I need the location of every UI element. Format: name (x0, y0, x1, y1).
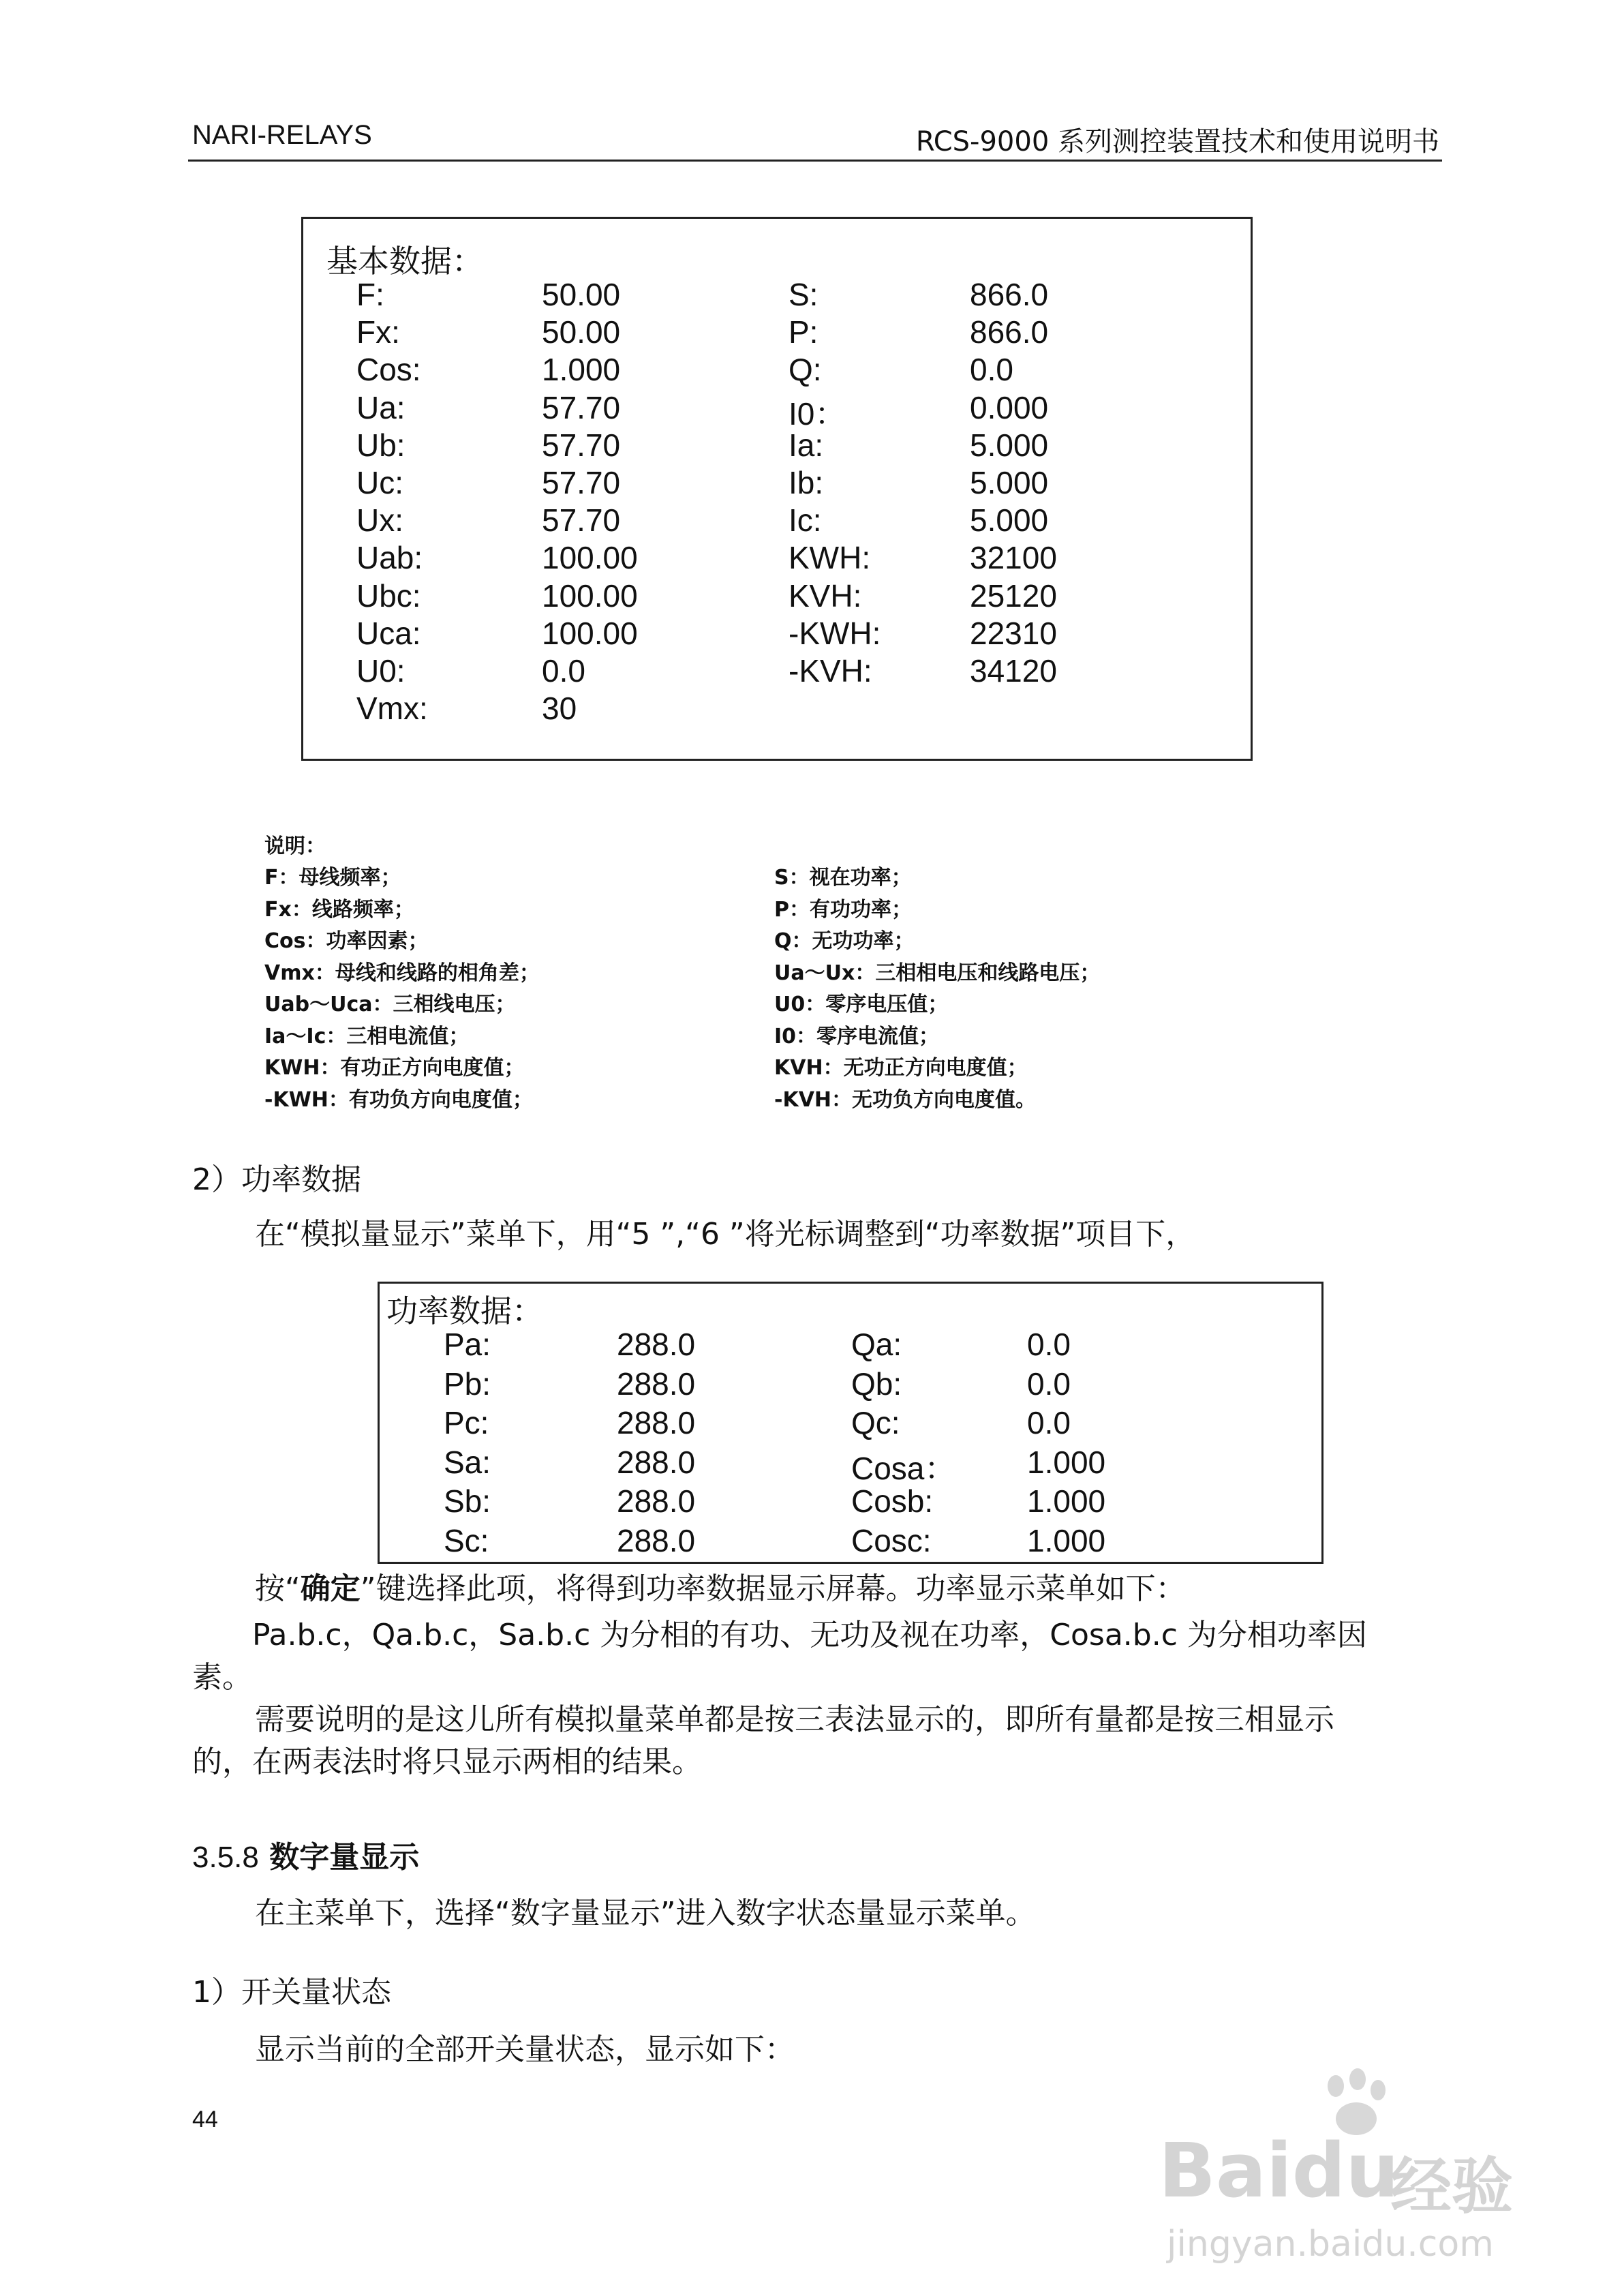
basic-value-right: 0.0 (970, 352, 1013, 388)
basic-value-right: 32100 (970, 540, 1057, 576)
paragraph-note: 需要说明的是这儿所有模拟量菜单都是按三表法显示的，即所有量都是按三相显示 (255, 1702, 1334, 1737)
basic-label-left: Ux: (356, 502, 403, 539)
basic-value-left: 50.00 (542, 277, 621, 312)
basic-label-left: Ub: (356, 427, 406, 463)
page-number: 44 (192, 2106, 218, 2132)
basic-label-left: Uca: (356, 615, 421, 651)
power-label-right: Qc: (851, 1405, 900, 1440)
note-left-item: Cos：功率因素； (264, 929, 429, 953)
power-value-right: 1.000 (1027, 1444, 1106, 1480)
basic-value-left: 100.00 (542, 615, 638, 651)
basic-value-left: 0.0 (542, 653, 585, 689)
power-value-left: 288.0 (617, 1483, 696, 1519)
watermark-du: du (1291, 2127, 1399, 2214)
power-value-left: 288.0 (617, 1327, 696, 1362)
note-right-item: Q：无功功率； (774, 929, 915, 953)
note-left-item: Vmx：母线和线路的相角差； (264, 961, 540, 985)
watermark (1159, 2066, 1540, 2270)
header-left: NARI-RELAYS (192, 120, 372, 150)
section-2-intro: 在“模拟量显示”菜单下，用“5 ”,“6 ”将光标调整到“功率数据”项目下， (255, 1217, 1196, 1252)
p1-c: ”键选择此项，将得到功率数据显示屏幕。功率显示菜单如下： (360, 1571, 1186, 1606)
watermark-url: jingyan.baidu.com (1167, 2224, 1494, 2265)
section-1-intro: 显示当前的全部开关量状态，显示如下： (255, 2032, 795, 2067)
power-label-right: Cosc: (851, 1522, 932, 1558)
power-value-right: 1.000 (1027, 1483, 1106, 1519)
power-label-left: Pb: (444, 1365, 491, 1402)
basic-value-right: 5.000 (970, 465, 1049, 500)
paragraph-phase: Pa.b.c，Qa.b.c，Sa.b.c 为分相的有功、无功及视在功率，Cosa.b.c 为分相功率因 (252, 1618, 1367, 1652)
basic-label-left: Cos: (356, 352, 421, 388)
note-right-item: S：视在功率； (774, 866, 912, 890)
basic-value-left: 1.000 (542, 352, 621, 388)
power-value-left: 288.0 (617, 1522, 696, 1558)
basic-value-right: 866.0 (970, 277, 1049, 312)
basic-value-right: 866.0 (970, 314, 1049, 350)
basic-label-left: Vmx: (356, 691, 428, 727)
basic-value-right: 34120 (970, 653, 1057, 689)
basic-value-left: 57.70 (542, 502, 621, 539)
basic-label-right: KVH: (789, 577, 862, 614)
paragraph-confirm (255, 1564, 1186, 1607)
power-label-right: Qb: (851, 1365, 902, 1402)
basic-value-right: 5.000 (970, 502, 1049, 539)
basic-label-right: S: (789, 277, 818, 312)
power-value-left: 288.0 (617, 1365, 696, 1402)
power-label-right: Cosa： (851, 1450, 956, 1486)
basic-value-left: 57.70 (542, 465, 621, 500)
section-1-heading: 1）开关量状态 (192, 1975, 391, 2010)
power-data-box (378, 1282, 1323, 1564)
basic-label-left: Uab: (356, 540, 423, 576)
power-label-right: Cosb: (851, 1483, 934, 1519)
power-data-title: 功率数据： (386, 1293, 543, 1329)
basic-label-left: F: (356, 277, 384, 312)
note-right-item: I0：零序电流值； (774, 1024, 940, 1048)
basic-label-right: Ib: (789, 465, 824, 500)
power-label-left: Sc: (444, 1522, 489, 1558)
note-right-item: P：有功功率； (774, 897, 912, 922)
power-value-right: 0.0 (1027, 1405, 1071, 1440)
power-label-left: Sb: (444, 1483, 491, 1519)
paragraph-phase-cont: 素。 (192, 1660, 252, 1695)
paragraph-note-cont: 的，在两表法时将只显示两相的结果。 (192, 1744, 702, 1779)
note-left-item: KWH：有功正方向电度值； (264, 1056, 525, 1080)
note-right-item: U0：零序电压值； (774, 993, 949, 1016)
basic-label-left: Ubc: (356, 577, 421, 614)
power-label-left: Pa: (444, 1327, 491, 1362)
basic-value-right: 0.000 (970, 389, 1049, 425)
power-value-right: 1.000 (1027, 1522, 1106, 1558)
basic-value-left: 50.00 (542, 314, 621, 350)
basic-value-left: 57.70 (542, 389, 621, 425)
basic-data-title: 基本数据： (326, 243, 483, 280)
basic-label-right: Ia: (789, 427, 824, 463)
section-title: 数字量显示 (269, 1840, 420, 1875)
power-label-left: Pc: (444, 1405, 489, 1440)
p1-a: 按“ (255, 1571, 301, 1606)
basic-value-left: 30 (542, 691, 577, 727)
power-value-right: 0.0 (1027, 1327, 1071, 1362)
section-3-5-8-heading (192, 1832, 419, 1876)
basic-label-right: -KWH: (789, 615, 881, 651)
note-right-item: Ua～Ux：三相相电压和线路电压； (774, 961, 1101, 985)
note-left-item: Ia～Ic：三相电流值； (264, 1024, 470, 1048)
note-right-item: -KVH：无功负方向电度值。 (774, 1087, 1037, 1112)
watermark-bai: Bai (1159, 2127, 1292, 2214)
power-value-right: 0.0 (1027, 1365, 1071, 1402)
watermark-brand (1159, 2127, 1399, 2214)
basic-data-box (301, 217, 1253, 761)
section-3-5-8-intro: 在主菜单下，选择“数字量显示”进入数字状态量显示菜单。 (255, 1896, 1036, 1931)
basic-label-right: -KVH: (789, 653, 872, 689)
basic-value-right: 5.000 (970, 427, 1049, 463)
basic-label-left: Uc: (356, 465, 403, 500)
watermark-cn: 经验 (1390, 2151, 1513, 2222)
basic-value-left: 100.00 (542, 540, 638, 576)
confirm-key: 确定 (300, 1571, 361, 1606)
basic-label-left: U0: (356, 653, 406, 689)
basic-value-left: 57.70 (542, 427, 621, 463)
basic-label-right: I0： (789, 395, 846, 432)
note-left-item: Uab～Uca：三相线电压； (264, 993, 516, 1016)
note-left-item: Fx：线路频率； (264, 897, 414, 922)
note-left-item: F：母线频率； (264, 866, 401, 890)
header-right: RCS-9000 系列测控装置技术和使用说明书 (915, 126, 1439, 157)
basic-label-right: KWH: (789, 540, 871, 576)
section-number: 3.5.8 (192, 1841, 259, 1874)
note-right-item: KVH：无功正方向电度值； (774, 1056, 1028, 1080)
basic-value-right: 22310 (970, 615, 1057, 651)
power-value-left: 288.0 (617, 1405, 696, 1440)
basic-label-right: P: (789, 314, 818, 350)
power-label-right: Qa: (851, 1327, 902, 1362)
power-value-left: 288.0 (617, 1444, 696, 1480)
header-rule (188, 160, 1442, 162)
note-left-item: -KWH：有功负方向电度值； (264, 1087, 533, 1112)
basic-value-right: 25120 (970, 577, 1057, 614)
basic-label-left: Fx: (356, 314, 400, 350)
basic-value-left: 100.00 (542, 577, 638, 614)
notes-title: 说明： (264, 834, 326, 858)
basic-label-right: Q: (789, 352, 822, 388)
basic-label-left: Ua: (356, 389, 406, 425)
basic-label-right: Ic: (789, 502, 822, 539)
power-label-left: Sa: (444, 1444, 491, 1480)
section-2-heading: 2）功率数据 (192, 1162, 361, 1197)
